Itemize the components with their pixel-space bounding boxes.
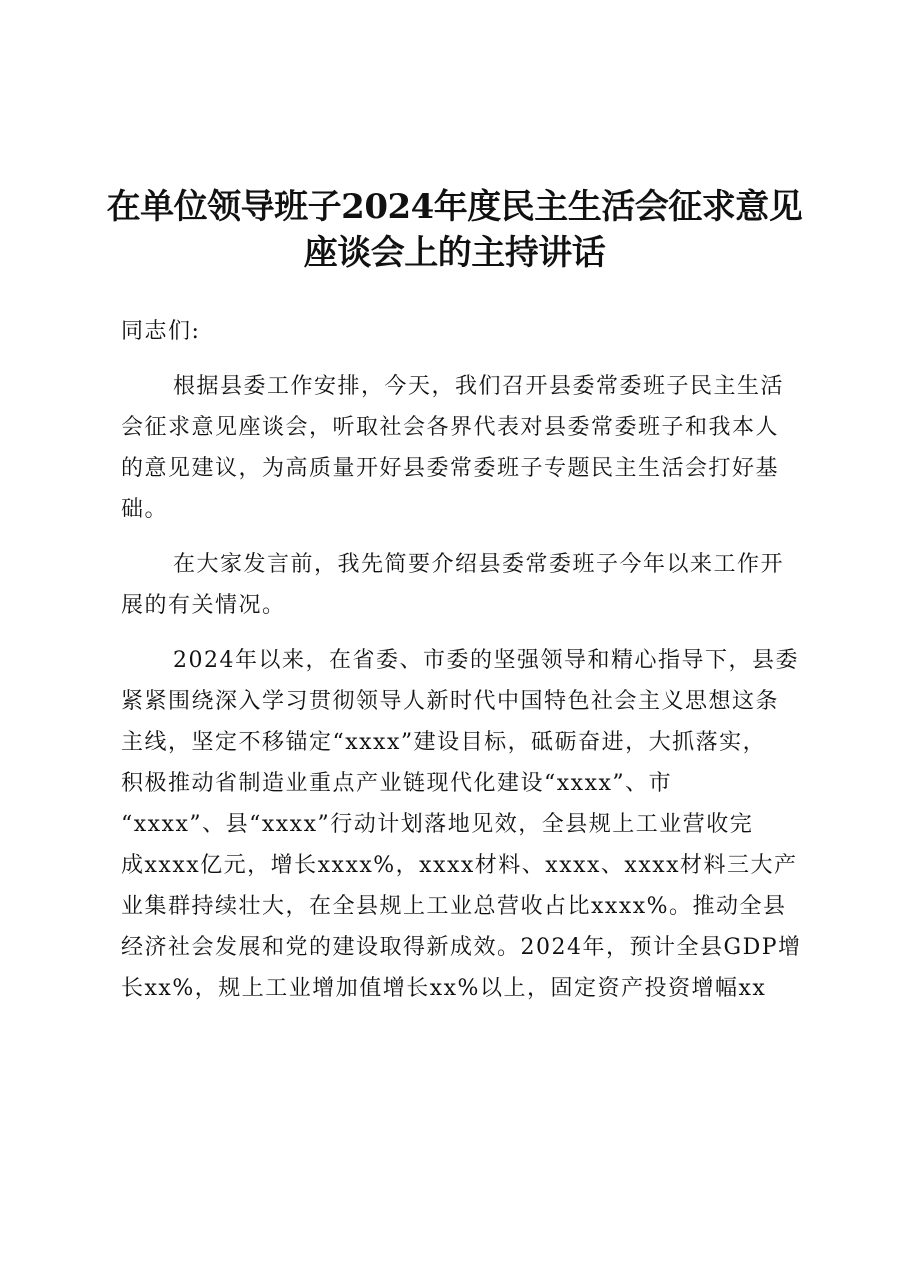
title-line-1: 在单位领导班子2024年度民主生活会征求意见 xyxy=(106,187,803,227)
document-body xyxy=(121,311,802,1009)
title-line-2: 座谈会上的主持讲话 xyxy=(303,233,606,273)
paragraph-line: 的意见建议，为高质量开好县委常委班子专题民主生活会打好基 xyxy=(121,456,780,481)
paragraph-line: “xxxx”、县“xxxx”行动计划落地见效，全县规上工业营收完 xyxy=(121,812,754,837)
paragraph-line: 会征求意见座谈会，听取社会各界代表对县委常委班子和我本人 xyxy=(121,415,780,440)
paragraph-line: 根据县委工作安排，今天，我们召开县委常委班子民主生活 xyxy=(173,374,785,399)
paragraph-line: 主线，坚定不移锚定“xxxx”建设目标，砥砺奋进，大抓落实， xyxy=(121,730,767,755)
paragraph-line: 成xxxx亿元，增长xxxx%，xxxx材料、xxxx、xxxx材料三大产 xyxy=(121,853,798,878)
paragraph-1 xyxy=(121,366,791,530)
salutation: 同志们: xyxy=(121,319,201,344)
paragraph-line: 紧紧围绕深入学习贯彻领导人新时代中国特色社会主义思想这条 xyxy=(121,689,780,714)
paragraph-line: 础。 xyxy=(121,497,169,522)
paragraph-line: 业集群持续壮大，在全县规上工业总营收占比xxxx%。推动全县 xyxy=(121,894,787,919)
document-title xyxy=(90,184,819,276)
paragraph-line: 在大家发言前，我先简要介绍县委常委班子今年以来工作开 xyxy=(173,552,785,577)
paragraph-line: 积极推动省制造业重点产业链现代化建设“xxxx”、市 xyxy=(121,771,673,796)
paragraph-3 xyxy=(121,640,802,1009)
paragraph-line: 长xx%，规上工业增加值增长xx%以上，固定资产投资增幅xx xyxy=(121,976,767,1001)
paragraph-line: 2024年以来，在省委、市委的坚强领导和精心指导下，县委 xyxy=(173,648,799,673)
paragraph-line: 经济社会发展和党的建设取得新成效。2024年，预计全县GDP增 xyxy=(121,935,802,960)
paragraph-2 xyxy=(121,544,791,626)
paragraph-line: 展的有关情况。 xyxy=(121,593,286,618)
